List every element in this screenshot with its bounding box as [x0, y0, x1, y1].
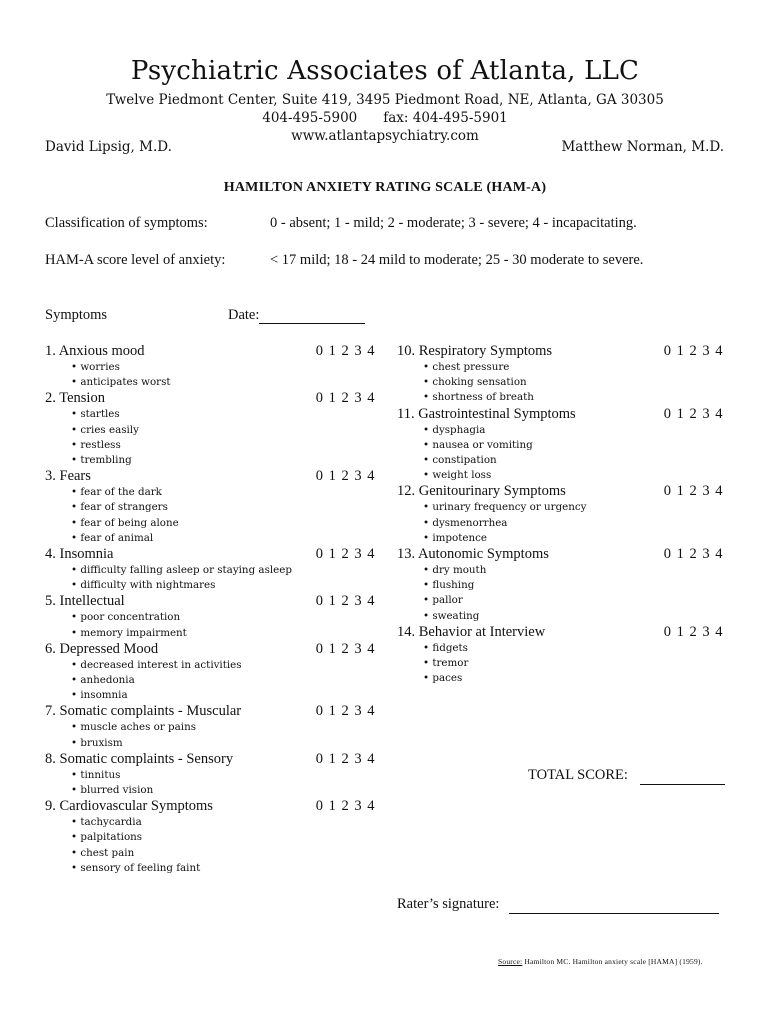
symptom-sub-item: • constipation [423, 453, 723, 468]
score-options[interactable]: 0 1 2 3 4 [315, 390, 375, 407]
symptom-sub-list [45, 658, 375, 704]
symptom-item-header [45, 468, 375, 485]
score-options[interactable]: 0 1 2 3 4 [315, 798, 375, 815]
symptoms-heading: Symptoms [45, 307, 108, 323]
symptom-sub-item: • muscle aches or pains [71, 720, 375, 735]
symptom-sub-item: • paces [423, 671, 723, 686]
symptom-item [397, 343, 723, 406]
total-score-field[interactable] [640, 783, 725, 785]
org-contact-line [0, 110, 770, 126]
symptom-sub-item: • fear of the dark [71, 485, 375, 500]
symptom-sub-item: • bruxism [71, 736, 375, 751]
symptom-item [45, 703, 375, 750]
symptom-sub-item: • fidgets [423, 641, 723, 656]
symptom-sub-item: • tachycardia [71, 815, 375, 830]
score-options[interactable]: 0 1 2 3 4 [663, 546, 723, 563]
symptom-item [45, 390, 375, 468]
symptom-title: 13. Autonomic Symptoms [397, 546, 549, 563]
symptom-item [397, 406, 723, 484]
symptom-item-header [45, 751, 375, 768]
date-field[interactable] [259, 322, 365, 324]
symptom-item [397, 546, 723, 624]
symptom-item-header [45, 798, 375, 815]
symptom-title: 3. Fears [45, 468, 91, 485]
symptom-sub-item: • chest pain [71, 846, 375, 861]
symptom-title: 1. Anxious mood [45, 343, 145, 359]
symptom-item [45, 751, 375, 798]
symptom-item-header [397, 624, 723, 641]
symptom-sub-item: • tremor [423, 656, 723, 671]
symptom-sub-item: • anticipates worst [71, 375, 375, 390]
symptom-sub-item: • flushing [423, 578, 723, 593]
score-level-value: < 17 mild; 18 - 24 mild to moderate; 25 - 30 moderate to severe. [270, 252, 644, 268]
symptom-title: 8. Somatic complaints - Sensory [45, 750, 234, 767]
symptom-item [397, 483, 723, 546]
symptom-sub-item: • insomnia [71, 688, 375, 703]
symptom-sub-list [45, 360, 375, 390]
org-website: www.atlantapsychiatry.com [291, 128, 479, 144]
score-options[interactable]: 0 1 2 3 4 [315, 703, 375, 720]
symptom-title: 5. Intellectual [45, 593, 125, 610]
symptom-sub-list [45, 815, 375, 876]
source-citation [498, 957, 703, 966]
symptom-title: 9. Cardiovascular Symptoms [45, 798, 213, 815]
symptom-item-header [45, 546, 375, 563]
symptom-sub-list [397, 500, 723, 546]
symptom-sub-list [397, 563, 723, 624]
org-fax: fax: 404-495-5901 [383, 110, 508, 126]
symptom-sub-item: • difficulty falling asleep or staying asleep [71, 563, 375, 578]
score-options[interactable]: 0 1 2 3 4 [315, 546, 375, 563]
symptom-item [397, 624, 723, 687]
doctor-name-left: David Lipsig, M.D. [45, 139, 172, 155]
symptom-sub-list [45, 407, 375, 468]
symptom-sub-item: • worries [71, 360, 375, 375]
symptom-title: 12. Genitourinary Symptoms [397, 483, 566, 500]
symptom-sub-item: • palpitations [71, 830, 375, 845]
symptom-sub-item: • anhedonia [71, 673, 375, 688]
symptom-sub-list [397, 423, 723, 484]
symptom-sub-list [45, 610, 375, 640]
symptom-sub-item: • blurred vision [71, 783, 375, 798]
symptom-sub-item: • cries easily [71, 423, 375, 438]
symptom-sub-item: • restless [71, 438, 375, 453]
symptom-item-header [45, 703, 375, 720]
symptom-sub-item: • sweating [423, 609, 723, 624]
score-options[interactable]: 0 1 2 3 4 [315, 343, 375, 359]
symptom-item-header [45, 343, 375, 360]
score-options[interactable]: 0 1 2 3 4 [315, 468, 375, 485]
symptom-sub-item: • nausea or vomiting [423, 438, 723, 453]
symptom-sub-item: • dry mouth [423, 563, 723, 578]
symptom-sub-list [45, 485, 375, 546]
symptom-item [45, 798, 375, 876]
classification-value: 0 - absent; 1 - mild; 2 - moderate; 3 - severe; 4 - incapacitating. [270, 215, 637, 231]
signature-field[interactable] [509, 912, 719, 914]
signature-label: Rater’s signature: [397, 896, 500, 912]
symptom-title: 6. Depressed Mood [45, 640, 159, 657]
score-options[interactable]: 0 1 2 3 4 [315, 593, 375, 610]
symptom-title: 10. Respiratory Symptoms [397, 343, 553, 359]
symptom-item-header [397, 343, 723, 360]
symptom-sub-list [45, 720, 375, 750]
symptom-item-header [397, 546, 723, 563]
score-options[interactable]: 0 1 2 3 4 [663, 343, 723, 359]
score-options[interactable]: 0 1 2 3 4 [315, 640, 375, 657]
symptom-sub-item: • weight loss [423, 468, 723, 483]
symptom-sub-item: • fear of strangers [71, 500, 375, 515]
symptom-sub-item: • chest pressure [423, 360, 723, 375]
symptom-sub-item: • sensory of feeling faint [71, 861, 375, 876]
org-name: Psychiatric Associates of Atlanta, LLC [130, 56, 640, 86]
symptom-sub-item: • pallor [423, 593, 723, 608]
org-address: Twelve Piedmont Center, Suite 419, 3495 Piedmont Road, NE, Atlanta, GA 30305 [106, 92, 664, 108]
symptom-title: 14. Behavior at Interview [397, 623, 546, 640]
symptom-sub-list [397, 641, 723, 687]
symptom-sub-list [45, 563, 375, 593]
symptom-sub-item: • choking sensation [423, 375, 723, 390]
source-text: Hamilton MC. Hamilton anxiety scale [HAMA] (1959). [524, 957, 703, 966]
symptom-sub-item: • poor concentration [71, 610, 375, 625]
symptom-item-header [397, 406, 723, 423]
score-level-label: HAM-A score level of anxiety: [45, 252, 226, 268]
symptom-sub-item: • impotence [423, 531, 723, 546]
doctor-name-right: Matthew Norman, M.D. [561, 139, 724, 155]
symptom-item [45, 468, 375, 546]
symptom-title: 4. Insomnia [45, 546, 114, 563]
symptom-sub-item: • difficulty with nightmares [71, 578, 375, 593]
score-options[interactable]: 0 1 2 3 4 [663, 623, 723, 640]
symptom-sub-item: • trembling [71, 453, 375, 468]
symptom-title: 7. Somatic complaints - Muscular [45, 703, 242, 720]
symptom-item [45, 546, 375, 593]
classification-label: Classification of symptoms: [45, 215, 208, 231]
symptom-sub-list [397, 360, 723, 406]
symptom-sub-item: • fear of animal [71, 531, 375, 546]
symptom-sub-item: • decreased interest in activities [71, 658, 375, 673]
score-options[interactable]: 0 1 2 3 4 [315, 750, 375, 767]
symptom-sub-item: • dysphagia [423, 423, 723, 438]
symptom-item [45, 593, 375, 640]
symptom-item [45, 641, 375, 704]
form-title: HAMILTON ANXIETY RATING SCALE (HAM-A) [223, 180, 547, 195]
score-options[interactable]: 0 1 2 3 4 [663, 405, 723, 422]
org-phone: 404-495-5900 [262, 110, 358, 126]
symptom-sub-item: • fear of being alone [71, 516, 375, 531]
symptom-title: 2. Tension [45, 390, 105, 407]
total-score-label: TOTAL SCORE: [528, 767, 628, 783]
symptom-title: 11. Gastrointestinal Symptoms [397, 405, 576, 422]
symptom-item-header [45, 390, 375, 407]
score-options[interactable]: 0 1 2 3 4 [663, 483, 723, 500]
symptom-column-left [45, 343, 375, 876]
source-label: Source: [498, 957, 523, 966]
symptom-sub-item: • memory impairment [71, 626, 375, 641]
symptom-sub-item: • startles [71, 407, 375, 422]
symptom-sub-item: • tinnitus [71, 768, 375, 783]
symptom-item-header [397, 483, 723, 500]
symptom-sub-item: • urinary frequency or urgency [423, 500, 723, 515]
symptom-sub-item: • dysmenorrhea [423, 516, 723, 531]
symptom-item-header [45, 641, 375, 658]
symptom-item [45, 343, 375, 390]
symptom-sub-item: • shortness of breath [423, 390, 723, 405]
symptom-sub-list [45, 768, 375, 798]
symptom-column-right [397, 343, 723, 686]
symptom-item-header [45, 593, 375, 610]
date-label: Date: [228, 307, 260, 323]
